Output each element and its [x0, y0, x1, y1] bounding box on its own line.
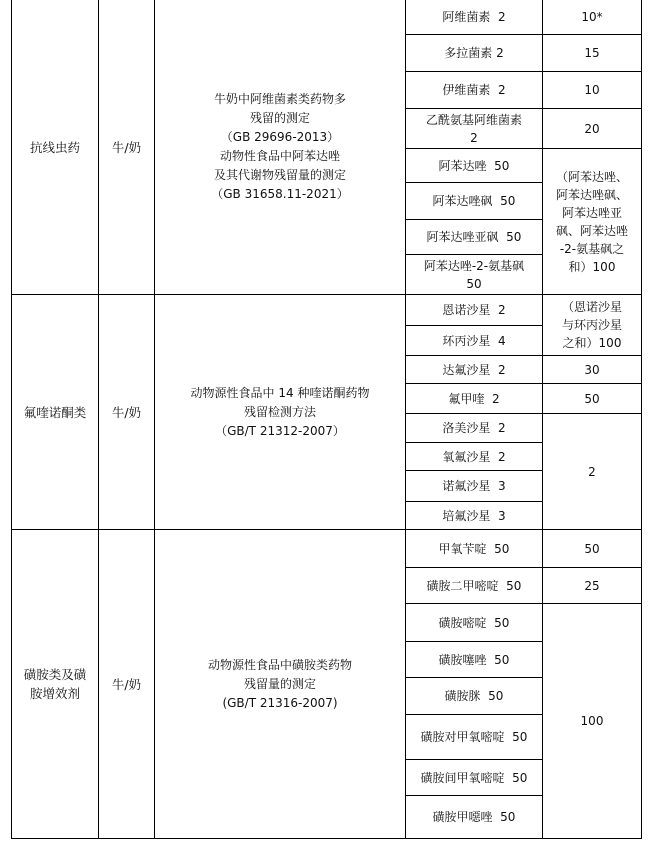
limit-line: 砜、阿苯达唑	[555, 223, 628, 238]
method-cell	[155, 295, 406, 530]
drug-cell: 环丙沙星 4	[406, 326, 543, 356]
drug-name-line: 2	[470, 130, 478, 145]
method-line: 动物性食品中阿苯达唑	[219, 149, 340, 163]
drug-cell: 磺胺脒 50	[406, 678, 543, 715]
group-limit-cell: 2	[543, 414, 642, 530]
matrix-cell: 牛/奶	[99, 295, 155, 530]
category-cell	[12, 530, 99, 839]
drug-cell: 诺氟沙星 3	[406, 471, 543, 502]
drug-cell: 磺胺甲噁唑 50	[406, 796, 543, 839]
limit-line: 阿苯达唑砜、	[555, 187, 628, 202]
method-line: （GB/T 21312-2007）	[215, 423, 345, 438]
method-line: 残留量的测定	[243, 676, 316, 691]
limit-cell: 20	[543, 109, 642, 149]
method-cell	[155, 530, 406, 839]
limit-line: 与环丙沙星	[561, 318, 622, 332]
limit-cell: 10	[543, 72, 642, 109]
drug-cell: 达氟沙星 2	[406, 356, 543, 384]
shared-limit-cell	[543, 295, 642, 356]
matrix-cell: 牛/奶	[99, 530, 155, 839]
method-line: （GB 31658.11-2021）	[211, 187, 349, 201]
limit-cell: 50	[543, 384, 642, 414]
method-line: （GB 29696-2013）	[220, 130, 340, 144]
method-line: 及其代谢物残留量的测定	[213, 168, 346, 182]
limit-cell: 10*	[543, 0, 642, 35]
limit-cell: 25	[543, 568, 642, 604]
drug-name-line: 阿苯达唑-2-氨基砜	[423, 258, 525, 273]
limit-line: 之和）100	[562, 336, 622, 350]
drug-cell: 伊维菌素 2	[406, 72, 543, 109]
drug-cell	[406, 255, 543, 295]
method-line: 动物源性食品中磺胺类药物	[207, 657, 352, 672]
limit-line: 和）100	[568, 259, 616, 274]
drug-cell	[406, 109, 543, 149]
category-cell: 氟喹诺酮类	[12, 295, 99, 530]
drug-cell: 培氟沙星 3	[406, 502, 543, 530]
drug-cell: 阿苯达唑砜 50	[406, 183, 543, 220]
table-row	[12, 295, 642, 326]
drug-cell: 磺胺间甲氧嘧啶 50	[406, 760, 543, 796]
table-row	[12, 0, 642, 35]
category-cell: 抗线虫药	[12, 0, 99, 295]
drug-cell: 阿苯达唑亚砜 50	[406, 220, 543, 255]
group-limit-cell: 100	[543, 604, 642, 839]
drug-name-line: 乙酰氨基阿维菌素	[425, 112, 522, 127]
limit-line: 阿苯达唑亚	[561, 205, 622, 220]
method-line: 牛奶中阿维菌素类药物多	[213, 92, 346, 106]
drug-cell: 氧氟沙星 2	[406, 443, 543, 471]
method-cell	[155, 0, 406, 295]
method-line: 动物源性食品中 14 种喹诺酮药物	[190, 385, 370, 400]
limit-cell: 15	[543, 35, 642, 72]
residue-limit-table	[11, 0, 642, 839]
limit-line: （阿苯达唑、	[555, 169, 628, 184]
table-row	[12, 530, 642, 568]
drug-cell: 阿苯达唑 50	[406, 149, 543, 183]
limit-line: （恩诺沙星	[561, 300, 622, 314]
limit-cell: 50	[543, 530, 642, 568]
method-line: 残留检测方法	[243, 404, 316, 419]
category-line: 胺增效剂	[29, 686, 80, 701]
category-line: 磺胺类及磺	[23, 667, 87, 682]
limit-line: -2-氨基砜之	[559, 241, 625, 256]
drug-cell: 磺胺噻唑 50	[406, 642, 543, 678]
shared-limit-cell	[543, 149, 642, 295]
method-line: 残留的测定	[249, 111, 310, 125]
drug-cell: 恩诺沙星 2	[406, 295, 543, 326]
drug-cell: 洛美沙星 2	[406, 414, 543, 443]
drug-cell: 磺胺二甲嘧啶 50	[406, 568, 543, 604]
limit-cell: 30	[543, 356, 642, 384]
drug-cell: 甲氧苄啶 50	[406, 530, 543, 568]
drug-cell: 磺胺嘧啶 50	[406, 604, 543, 642]
matrix-cell: 牛/奶	[99, 0, 155, 295]
drug-cell: 阿维菌素 2	[406, 0, 543, 35]
drug-cell: 多拉菌素 2	[406, 35, 543, 72]
drug-name-line: 50	[466, 276, 482, 291]
drug-cell: 氟甲喹 2	[406, 384, 543, 414]
drug-cell: 磺胺对甲氧嘧啶 50	[406, 715, 543, 760]
method-line: (GB/T 21316-2007)	[222, 695, 338, 710]
